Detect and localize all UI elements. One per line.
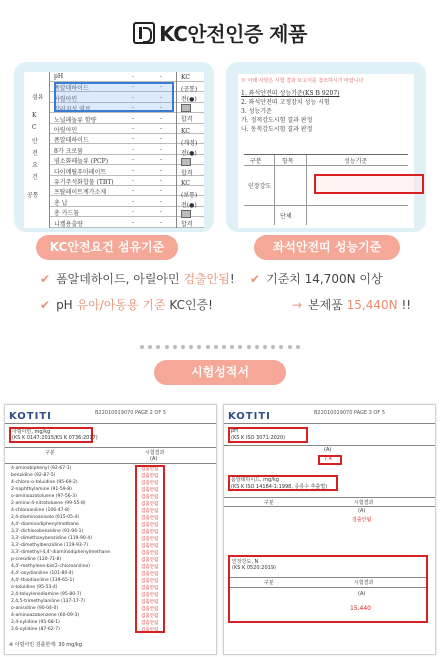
col-header: (A) [150, 456, 158, 462]
cert-item-name: 8가 크로뮴 [54, 147, 83, 155]
test-title: 폼알데하이드, mg/kg [231, 477, 279, 483]
side-label: 합격 [181, 116, 193, 123]
side-label: KC [181, 128, 190, 135]
cert-item-name: 폼알데하이드 [54, 137, 89, 145]
cert-item-value: - [132, 114, 135, 122]
col-header: 시험결과 [145, 450, 165, 456]
result-cell: 검출안됨 [141, 551, 159, 556]
cert-item-value: - [160, 218, 163, 226]
seatbelt-standard-pill: 좌석안전띠 성능기준 [254, 235, 400, 260]
table-row: o-toluidine (95-53-4) [11, 585, 58, 590]
table-row: 4,4'-diaminodiphenylmethane [11, 522, 79, 527]
result-cell: 검출안됨 [141, 516, 159, 521]
checkbox-icon [181, 104, 191, 112]
cert-item-name: 염소화페놀류 (PCP) [54, 158, 109, 166]
result-cell: 검출안됨 [141, 586, 159, 591]
side-label: 합격 [181, 170, 193, 177]
page-title-text: KC안전인증 제품 [159, 22, 307, 46]
table-row: 2-amino-4-nitrotoluene (99-55-8) [11, 501, 86, 506]
fiber-standard-pill: KC안전요건 섬유기준 [36, 235, 178, 260]
cert-item-value: - [160, 104, 163, 112]
table-row: 4,4'-methylene-bis(2-chloroaniline) [11, 564, 90, 569]
side-label: 전(●) [181, 96, 197, 103]
cert-item-value: - [160, 125, 163, 132]
table-row: 4,4'-oxydianiline (101-80-4) [11, 571, 74, 576]
doc-line: 3. 성능기준 [241, 108, 272, 115]
table-row: 4-chloro-o-toluidine (95-69-2) [11, 480, 78, 485]
feature-formaldehyde: ✔ 폼알데하이드, 아릴아민 검출안됨! [40, 272, 235, 286]
result-cell: 검출안됨 [141, 558, 159, 563]
checkbox-icon [181, 210, 191, 218]
category-column [24, 72, 50, 228]
tensile-value: 15,440 [350, 605, 371, 612]
test-title: 아릴아민, mg/kg [12, 429, 51, 435]
footnote: ※ 아릴아민 검출한계: 30 mg/kg [9, 642, 83, 648]
result-cell: 검출안됨 [141, 495, 159, 500]
result-cell: 검출안됨 [141, 474, 159, 479]
table-row: 3,3'-dichlorobenzidine (91-94-1) [11, 529, 84, 534]
cert-item-name: 프탈레이트계가소제 [54, 189, 107, 197]
highlight-box [314, 174, 424, 194]
kotiti-logo: KOTITI [9, 411, 52, 422]
side-label: (보통) [181, 192, 198, 199]
result-cell: 검출안됨 [141, 593, 159, 598]
cert-item-value: - [132, 83, 135, 91]
side-label: KC [181, 180, 190, 187]
result-cell: 검출안됨 [141, 509, 159, 514]
table-row: 4-aminobiphenyl (92-67-1) [11, 466, 72, 471]
category-label: 전 [32, 150, 38, 157]
report-number: B22010019070 PAGE 2 OF 5 [95, 410, 167, 416]
table-row: 3,3'-dimethoxybenzidine (119-90-4) [11, 536, 93, 541]
table-header: 구분 [250, 158, 262, 165]
doc-note: ※ 아래 사항은 시험 결과 보고서를 참조하시기 바랍니다 [241, 78, 364, 84]
checkbox-icon [181, 158, 191, 166]
table-cell: 인장강도 [248, 183, 272, 190]
cert-item-name: pH [54, 73, 64, 80]
side-label: 합격 [181, 221, 193, 228]
side-label: 전(●) [181, 150, 197, 157]
col-header: (A) [324, 447, 332, 453]
ph-value: 7.4 [324, 456, 332, 462]
table-header: 항목 [282, 158, 294, 165]
side-label: 전(●) [181, 202, 197, 209]
col-header: (A) [358, 508, 366, 514]
cert-item-name: 유기주석화합물 (TBT) [54, 179, 114, 186]
cert-item-name: 니켈용출량 [54, 220, 83, 228]
cert-item-value: - [132, 197, 135, 205]
report-number: B22010019070 PAGE 3 OF 5 [314, 410, 386, 416]
cert-item-name: 아릴아민 [54, 127, 78, 134]
cert-item-value: - [160, 93, 163, 101]
side-label: (개정) [181, 140, 198, 147]
doc-line: 2. 좌석안전띠 고정장치 성능 시험 [241, 99, 330, 106]
cert-item-value: - [160, 114, 163, 122]
feature-ph: ✔ pH 유아/아동용 기준 KC인증! [40, 298, 213, 312]
cert-item-value: - [160, 197, 163, 205]
cert-item-value: - [132, 177, 135, 184]
test-report-pill: 시험성적서 [154, 360, 286, 385]
kc-fiber-cert-table [24, 72, 204, 228]
col-header: 구분 [264, 500, 274, 506]
page-title [0, 18, 440, 47]
table-row: 3,3'-dimethylbenzidine (119-93-7) [11, 543, 88, 548]
category-label: 건 [32, 174, 38, 181]
formaldehyde-value: 검출안됨 [352, 517, 372, 523]
table-header: 성능기준 [344, 158, 368, 165]
doc-line: 1. 좌석안전띠 성능기준(KS B 9207) [241, 90, 340, 97]
table-row: 4-aminoazobenzene (60-09-3) [11, 613, 80, 618]
kc-fiber-cert-image [14, 62, 214, 232]
divider-dots [140, 345, 300, 351]
seatbelt-cert-image [226, 62, 426, 232]
category-label: 안 [32, 138, 38, 145]
cert-item-value: - [160, 156, 163, 164]
doc-line: 가. 정적강도시험 결과 판정 [241, 117, 313, 124]
test-standard: (KS K 0520:2019) [232, 565, 276, 571]
test-report-sheet-arylamine [4, 404, 217, 655]
cert-item-value: - [132, 218, 135, 226]
feature-result: → 본제품 15,440N !! [292, 298, 412, 312]
result-cell: 검출안됨 [141, 502, 159, 507]
check-icon: ✔ [40, 298, 51, 312]
cert-item-value: - [160, 83, 163, 91]
result-cell: 검출안됨 [141, 600, 159, 605]
result-cell: 검출안됨 [141, 467, 159, 472]
test-title: pH [231, 428, 238, 434]
result-cell: 검출안됨 [141, 579, 159, 584]
side-column [176, 72, 204, 228]
table-row: 2,4,5-trimethylaniline (137-17-7) [11, 599, 85, 604]
table-row: 2-naphthylamine (91-59-8) [11, 487, 72, 492]
result-cell: 검출안됨 [141, 628, 159, 633]
seatbelt-cert-doc [238, 74, 414, 228]
cert-item-value: - [132, 187, 135, 195]
table-row: 2,6-xylidine (87-62-7) [11, 627, 60, 632]
cert-item-value: - [160, 187, 163, 195]
table-row: 4,4'-thiodianiline (139-65-1) [11, 578, 75, 583]
table-row: 3,3'-dimethyl-4,4'-diaminodiphenylmethane [11, 550, 111, 555]
test-standard: (KS K 0147:2015/KS K 0736:2017) [12, 435, 98, 441]
result-cell: 검출안됨 [141, 565, 159, 570]
cert-item-name: 총 납 [54, 199, 68, 207]
test-standard: (KS K ISO 14184-1:1998, 증류수 추출법) [231, 484, 328, 490]
cert-item-value: - [132, 104, 135, 112]
result-cell: 검출안됨 [141, 530, 159, 535]
cert-item-value: - [160, 73, 163, 80]
table-row: benzidine (92-87-5) [11, 473, 56, 478]
feature-threshold: ✔ 기준치 14,700N 이상 [250, 272, 383, 286]
arrow-right-icon: → [292, 298, 303, 312]
cert-item-name: 노닐페놀류 함량 [54, 116, 97, 124]
cert-item-name: 폼알데하이드 [54, 85, 89, 93]
side-label: (공통) [181, 86, 198, 93]
side-label: KC [181, 74, 190, 81]
table-cell: 단체 [280, 213, 292, 220]
result-cell: 검출안됨 [141, 537, 159, 542]
highlight-box [135, 465, 165, 633]
result-cell: 검출안됨 [141, 544, 159, 549]
check-icon: ✔ [250, 272, 261, 286]
result-cell: 검출안됨 [141, 621, 159, 626]
category-label: C [32, 124, 37, 131]
cert-item-value: - [132, 145, 135, 153]
category-label: 섬유 [32, 94, 44, 101]
table-row: o-aminoazotoluene (97-56-3) [11, 494, 77, 499]
result-cell: 검출안됨 [141, 614, 159, 619]
table-row: 2,4-xylidine (95-68-1) [11, 620, 60, 625]
cert-item-name: 알러지성 염료 [54, 106, 91, 114]
cert-item-value: - [160, 166, 163, 174]
cert-item-value: - [132, 73, 135, 80]
test-standard: (KS K ISO 3071:2020) [231, 435, 286, 441]
table-row: 4-chloroaniline (106-47-8) [11, 508, 70, 513]
cert-item-name: 다이메틸푸마레이트 [54, 168, 107, 176]
category-label: 공통 [27, 192, 39, 199]
col-header: 구분 [45, 450, 55, 456]
result-cell: 검출안됨 [141, 572, 159, 577]
result-cell: 검출안됨 [141, 523, 159, 528]
cert-item-value: - [160, 208, 163, 216]
doc-line: 나. 동적강도시험 결과 판정 [241, 126, 313, 133]
category-label: 요 [32, 162, 38, 169]
test-title: 인장강도, N [232, 559, 259, 565]
col-header: 시험결과 [354, 500, 374, 506]
col-header: 구분 [264, 580, 274, 586]
check-icon: ✔ [40, 272, 51, 286]
table-row: o-anisidine (90-04-0) [11, 606, 59, 611]
cert-item-value: - [132, 166, 135, 174]
cert-item-value: - [132, 208, 135, 216]
table-row: 2,4-toluylenediamine (95-80-7) [11, 592, 82, 597]
cert-item-value: - [160, 145, 163, 153]
cert-item-value: - [160, 177, 163, 184]
cert-item-value: - [132, 93, 135, 101]
highlight-box [54, 82, 174, 112]
cert-item-value: - [132, 125, 135, 132]
col-header: 시험결과 [354, 580, 374, 586]
cert-item-value: - [132, 135, 135, 143]
col-header: (A) [358, 591, 366, 597]
result-cell: 검출안됨 [141, 488, 159, 493]
cert-item-value: - [160, 135, 163, 143]
result-cell: 검출안됨 [141, 481, 159, 486]
kc-logo-icon [133, 22, 155, 44]
table-row: p-cresidine (120-71-8) [11, 557, 62, 562]
category-label: K [32, 112, 37, 119]
cert-item-value: - [132, 156, 135, 164]
table-row: 2,4-diaminoanisole (615-05-4) [11, 515, 80, 520]
result-cell: 검출안됨 [141, 607, 159, 612]
cert-item-name: 아릴아민 [54, 95, 78, 103]
kotiti-logo: KOTITI [228, 411, 271, 422]
test-report-sheet-ph [223, 404, 436, 655]
cert-item-name: 총 카드뮴 [54, 210, 80, 218]
